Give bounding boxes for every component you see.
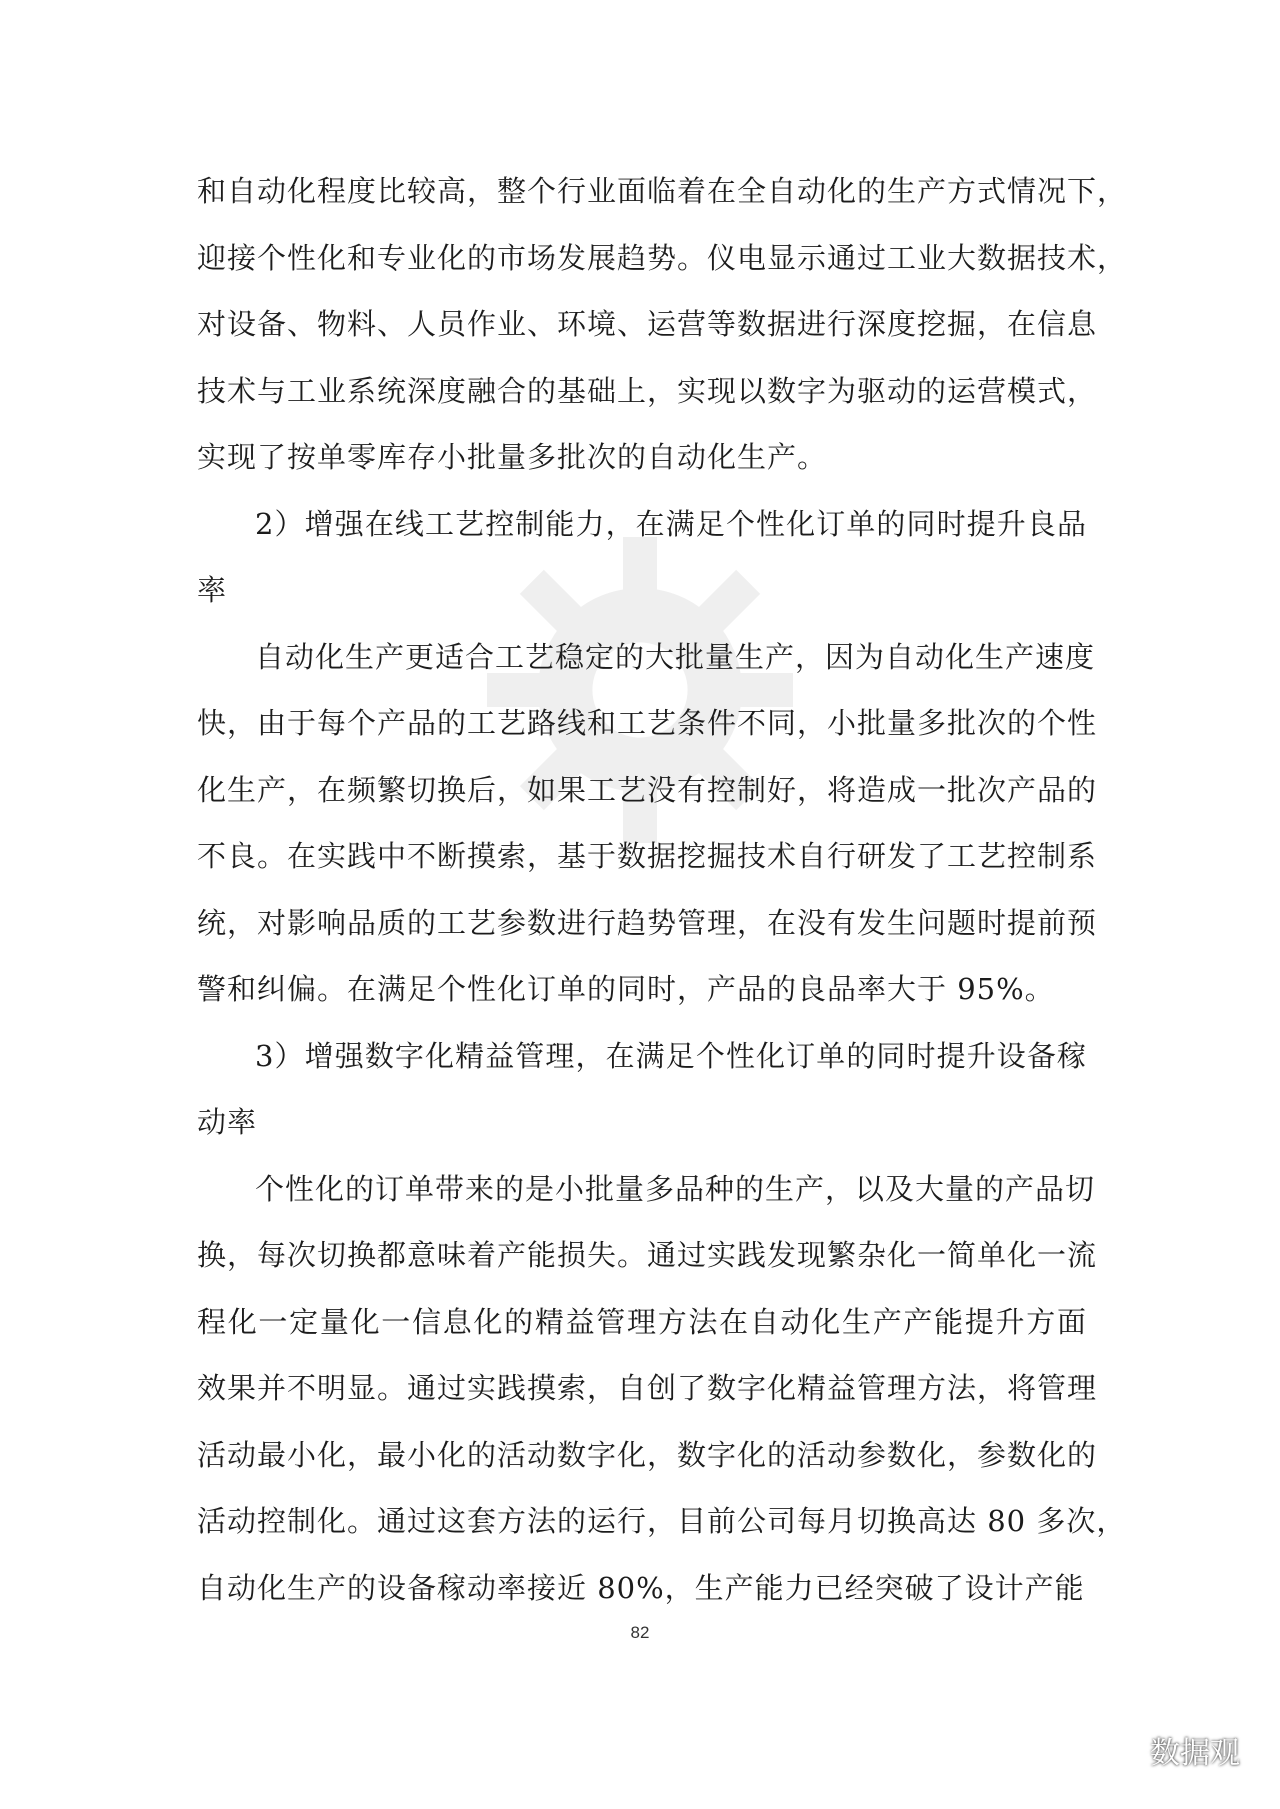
document-body bbox=[197, 158, 1128, 1621]
source-badge bbox=[1090, 1728, 1240, 1772]
text-line: 自动化生产更适合工艺稳定的大批量生产，因为自动化生产速度 bbox=[255, 639, 1096, 674]
text-line: 实现了按单零库存小批量多批次的自动化生产。 bbox=[197, 440, 828, 474]
section-heading bbox=[197, 491, 1087, 624]
body-paragraph bbox=[197, 624, 1098, 1023]
text-line: 化生产，在频繁切换后，如果工艺没有控制好，将造成一批次产品的 bbox=[197, 772, 1098, 807]
text-line: 对设备、物料、人员作业、环境、运营等数据进行深度挖掘，在信息 bbox=[197, 307, 1098, 341]
body-paragraph bbox=[197, 1156, 1127, 1622]
text-line: 3）增强数字化精益管理，在满足个性化订单的同时提升设备稼 bbox=[255, 1038, 1087, 1073]
text-line: 活动控制化。通过这套方法的运行，目前公司每月切换高达 80 多次， bbox=[197, 1504, 1127, 1538]
text-line: 个性化的订单带来的是小批量多品种的生产，以及大量的产品切 bbox=[255, 1171, 1096, 1206]
text-line: 快，由于每个产品的工艺路线和工艺条件不同，小批量多批次的个性 bbox=[197, 706, 1098, 740]
wechat-icon bbox=[1090, 1729, 1140, 1771]
body-paragraph bbox=[197, 158, 1128, 491]
text-line: 动率 bbox=[197, 1105, 258, 1139]
text-line: 换，每次切换都意味着产能损失。通过实践发现繁杂化一简单化一流 bbox=[197, 1238, 1098, 1272]
text-line: 2）增强在线工艺控制能力，在满足个性化订单的同时提升良品 bbox=[255, 506, 1087, 541]
text-line: 技术与工业系统深度融合的基础上，实现以数字为驱动的运营模式， bbox=[197, 373, 1098, 408]
text-line: 迎接个性化和专业化的市场发展趋势。仪电显示通过工业大数据技术， bbox=[197, 240, 1128, 275]
text-line: 统，对影响品质的工艺参数进行趋势管理，在没有发生问题时提前预 bbox=[197, 905, 1098, 940]
text-line: 程化一定量化一信息化的精益管理方法在自动化生产产能提升方面 bbox=[197, 1304, 1087, 1339]
source-label: 数据观 bbox=[1150, 1736, 1240, 1771]
text-line: 效果并不明显。通过实践摸索，自创了数字化精益管理方法，将管理 bbox=[197, 1371, 1098, 1405]
text-line: 和自动化程度比较高，整个行业面临着在全自动化的生产方式情况下， bbox=[197, 174, 1128, 208]
section-heading bbox=[197, 1023, 1087, 1156]
page-number: 82 bbox=[630, 1623, 650, 1642]
text-line: 警和纠偏。在满足个性化订单的同时，产品的良品率大于 95%。 bbox=[197, 972, 1055, 1006]
text-line: 活动最小化，最小化的活动数字化，数字化的活动参数化，参数化的 bbox=[197, 1437, 1098, 1472]
text-line: 不良。在实践中不断摸索，基于数据挖掘技术自行研发了工艺控制系 bbox=[197, 839, 1098, 873]
text-line: 率 bbox=[197, 573, 228, 607]
text-line: 自动化生产的设备稼动率接近 80%，生产能力已经突破了设计产能 bbox=[197, 1570, 1085, 1605]
